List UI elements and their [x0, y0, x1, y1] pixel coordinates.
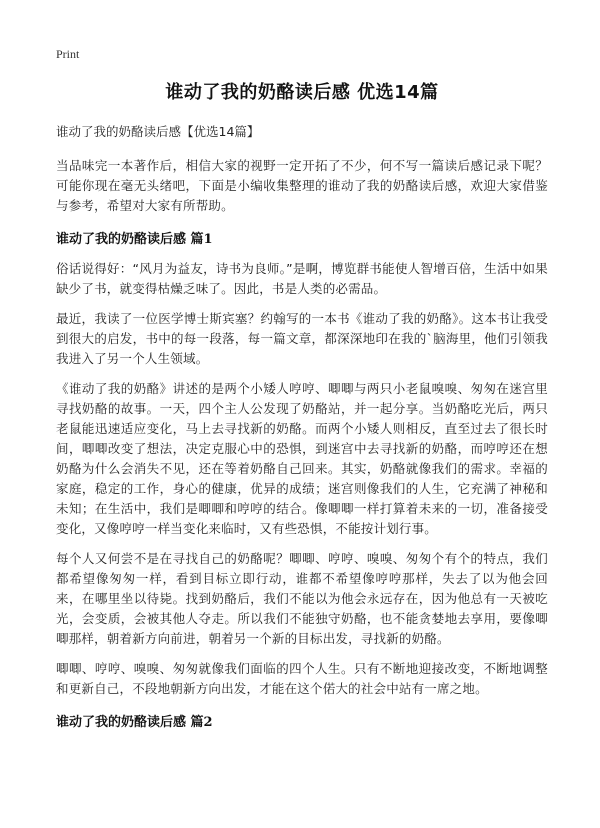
section-1-paragraph-5: 唧唧、哼哼、嗅嗅、匆匆就像我们面临的四个人生。只有不断地迎接改变，不断地调整和更新自己，不段地朝新方向出发，才能在这个偌大的社会中站有一席之地。: [56, 661, 548, 696]
section-1-paragraph-2: 最近，我读了一位医学博士斯宾塞？约翰写的一本书《谁动了我的奶酪》。这本书让我受到很大的启发，书中的每一段落，每一篇文章，都深深地印在我的`脑海里，他们引领我我进入了另一个人生领域。: [56, 311, 548, 366]
intro-paragraph: 当品味完一本著作后，相信大家的视野一定开拓了不少，何不写一篇读后感记录下呢？可能你现在毫无头绪吧，下面是小编收集整理的谁动了我的奶酪读后感，欢迎大家借鉴与参考，希望对大家有所帮助。: [56, 158, 548, 213]
document-subtitle: 谁动了我的奶酪读后感【优选14篇】: [56, 124, 260, 139]
section-1-paragraph-4: 每个人又何尝不是在寻找自己的奶酪呢？唧唧、哼哼、嗅嗅、匆匆个有个的特点，我们都希望像匆匆一样，看到目标立即行动，谁都不希望像哼哼那样，失去了以为他会回来，在哪里坐以待毙。找到奶酪后，我们不能以为他会永远存在，因为他总有一天被吃光，会变质，会被其他人夺走。所以我们不能独守奶酪，也不能贪婪地去享用，要像唧唧那样，朝着新方向前进，朝着另一个新的目标出发，寻找新的奶酪。: [56, 551, 548, 646]
section-1-paragraph-3: 《谁动了我的奶酪》讲述的是两个小矮人哼哼、唧唧与两只小老鼠嗅嗅、匆匆在迷宫里寻找奶酪的故事。一天，四个主人公发现了奶酪站，并一起分享。当奶酪吃光后，两只老鼠能迅速适应变化，马上去寻找新的奶酪。而两个小矮人则相反，直至过去了很长时间，唧唧改变了想法，决定克服心中的恐惧，到迷宫中去寻找新的奶酪，而哼哼还在想奶酪为什么会消失不见，还在等着奶酪自己回来。其实，奶酪就像我们的需求。幸福的家庭，稳定的工作，身心的健康，优异的成绩；迷宫则像我们的人生，它充满了神秘和未知；在生活中，我们是唧唧和哼哼的结合。像唧唧一样打算着未来的一切，准备接受变化，又像哼哼一样当变化来临时，又有些恐惧，不能按计划行事。: [56, 381, 548, 536]
document-page: [56, 78, 548, 742]
section-1-paragraph-1: 俗话说得好：“风月为益友，诗书为良师。”是啊，博览群书能使人智增百倍，生活中如果缺少了书，就变得枯燥乏味了。因此，书是人类的必需品。: [56, 261, 548, 296]
print-link[interactable]: Print: [56, 47, 80, 61]
section-heading-1: 谁动了我的奶酪读后感 篇1: [56, 232, 213, 247]
section-heading-2: 谁动了我的奶酪读后感 篇2: [56, 715, 213, 730]
document-title: 谁动了我的奶酪读后感 优选14篇: [165, 82, 439, 103]
